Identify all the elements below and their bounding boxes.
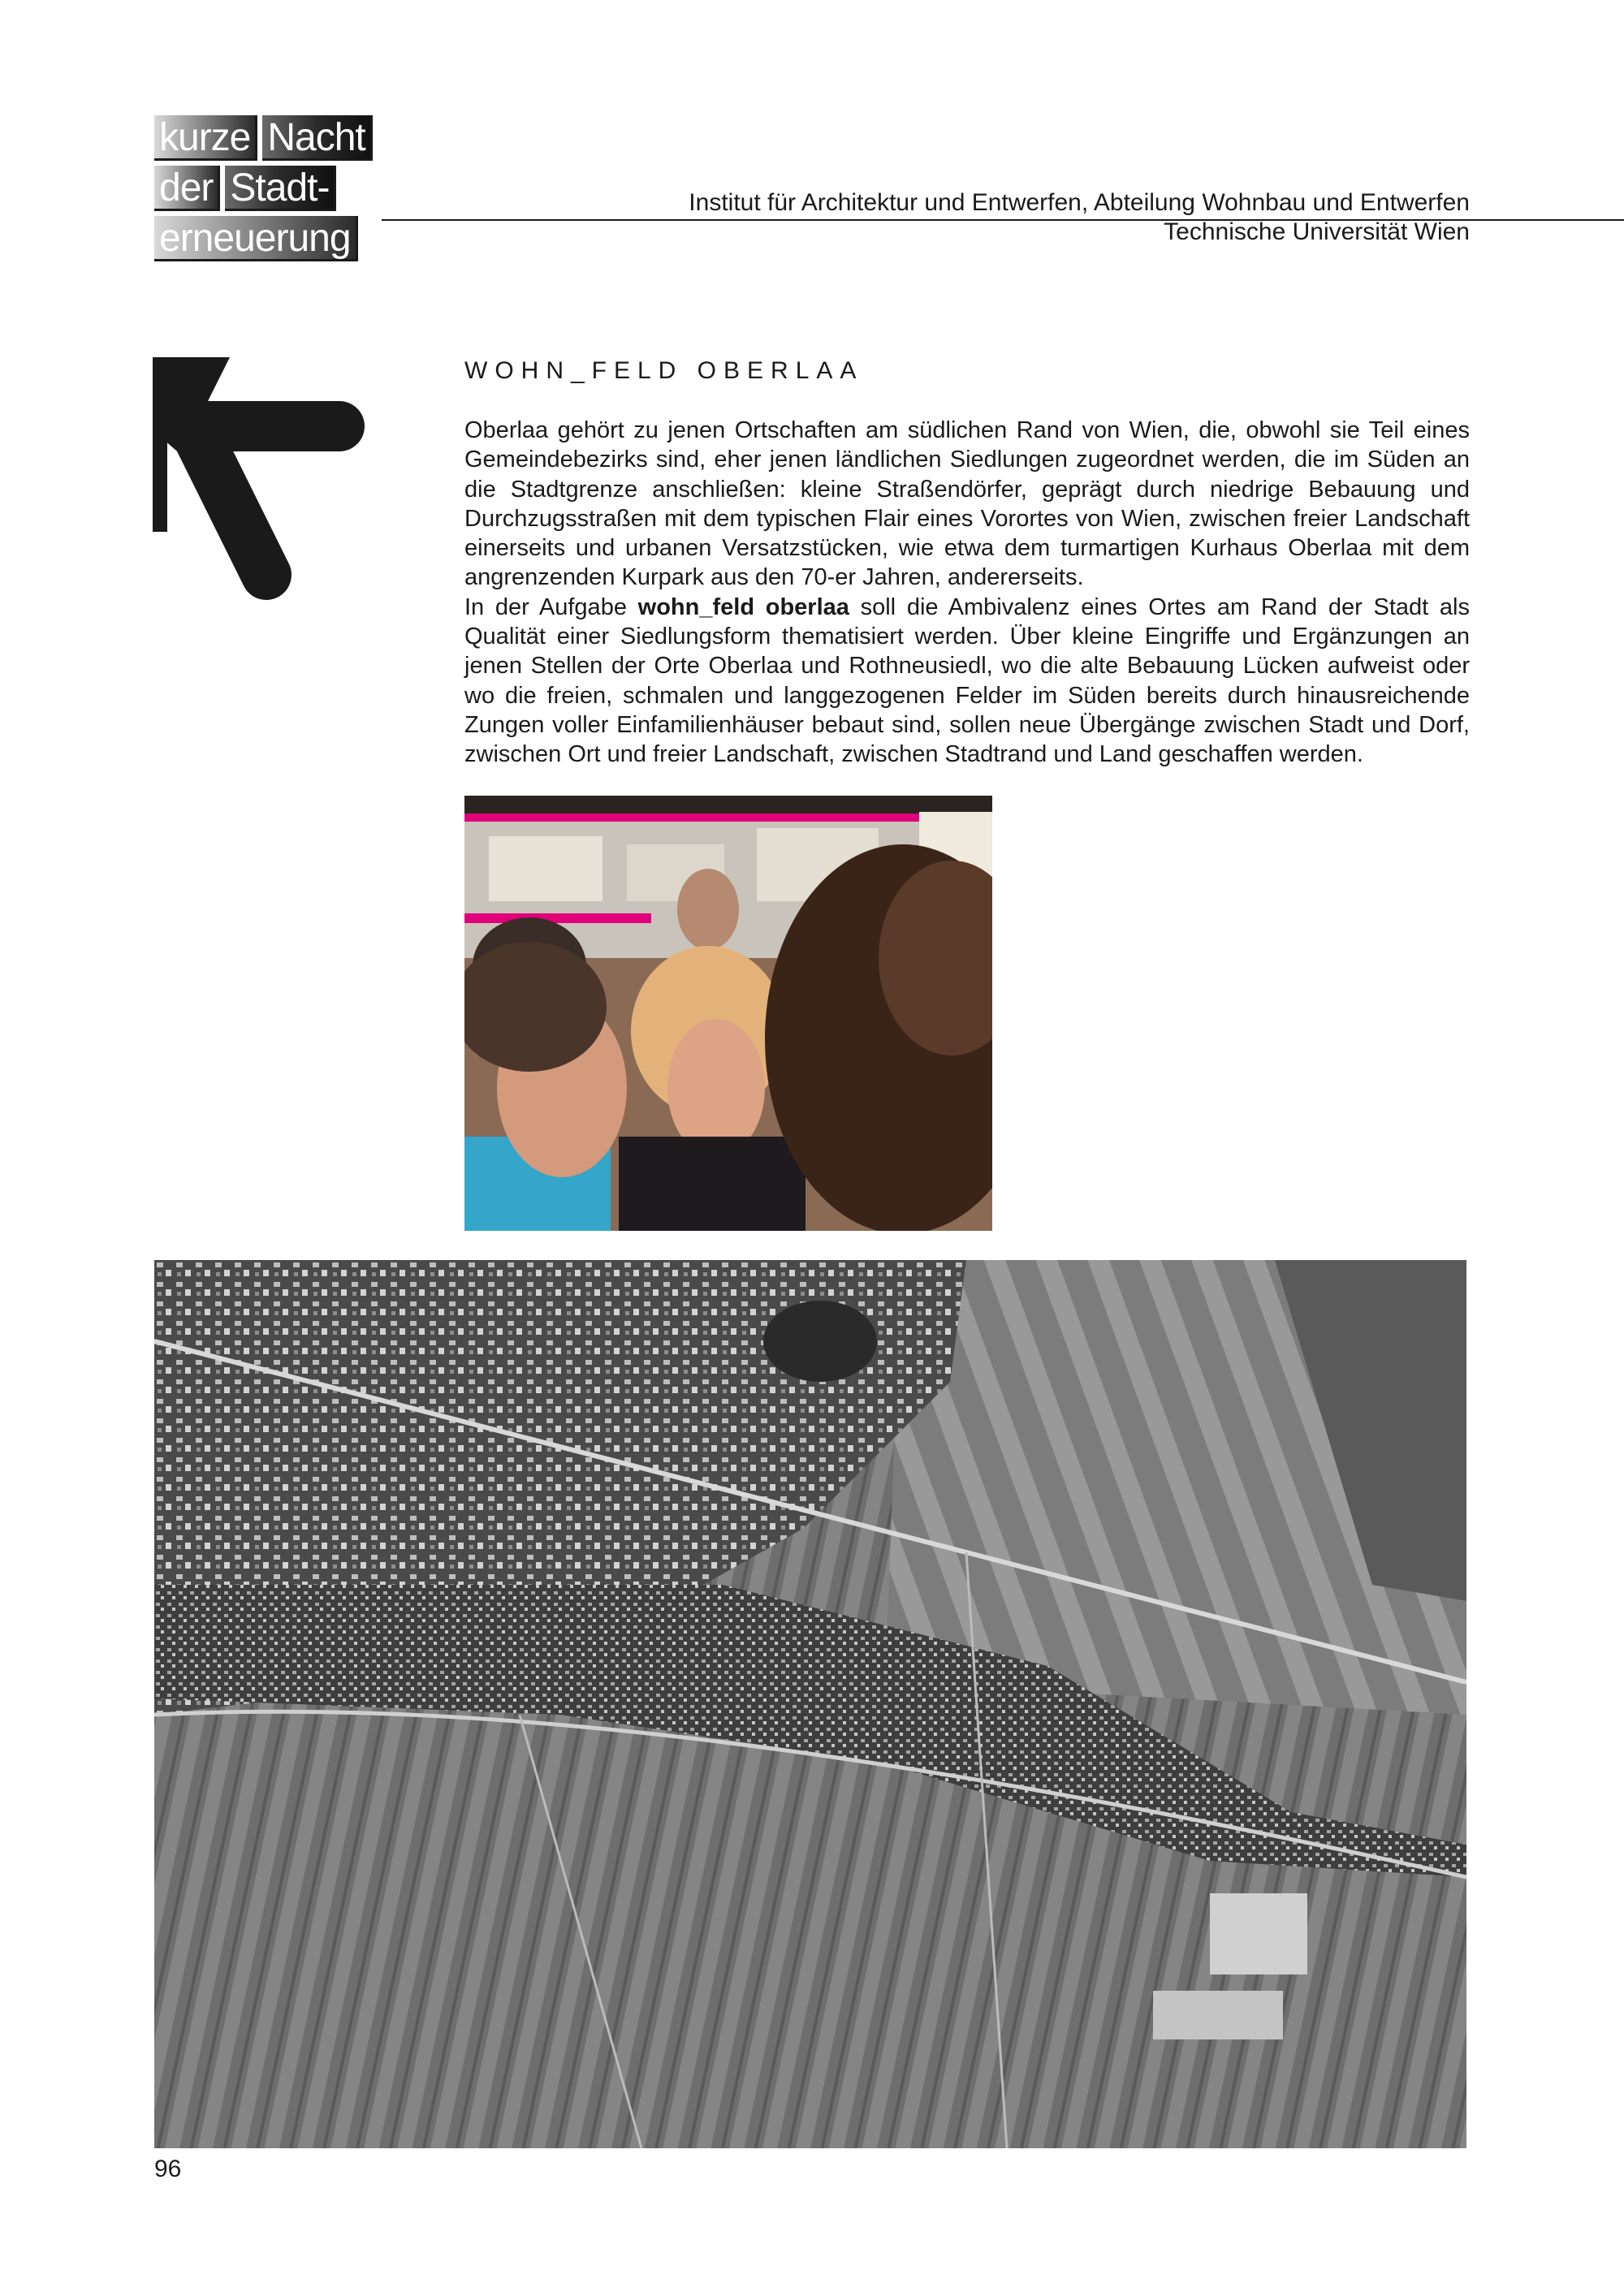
university-name: Technische Universität Wien	[1164, 218, 1470, 245]
series-logo	[154, 115, 373, 266]
logo-word-stadt: Stadt-	[225, 166, 336, 211]
arrow-graphic-icon	[153, 357, 368, 609]
paragraph-intro: Oberlaa gehört zu jenen Ortschaften am südlichen Rand von Wien, die, obwohl sie Teil eines Gemeindebezirks sind, eher jenen ländlichen Siedlungen zugeordnet werden, die im Süden an die Stadtgrenze anschließen: kleine Straßendörfer, geprägt durch niedrige Bebauung und Durchzugsstraßen mit dem typischen Flair eines Vorortes von Wien, zwischen freier Landschaft einerseits und urbanen Versatzstücken, wie etwa dem turmartigen Kurhaus Oberlaa mit dem angrenzenden Kurpark aus den 70-er Jahren, andererseits.	[464, 417, 1470, 591]
institute-name: Institut für Architektur und Entwerfen, Abteilung Wohnbau und Entwerfen	[689, 189, 1470, 216]
exhibition-photo	[464, 796, 992, 1231]
section-title: WOHN_FELD OBERLAA	[464, 357, 864, 384]
aerial-photograph-image	[154, 1260, 1466, 2148]
exhibition-photo-image	[464, 796, 992, 1231]
logo-word-kurze: kurze	[154, 115, 257, 161]
task-name: wohn_feld oberlaa	[637, 593, 849, 620]
logo-word-erneuerung: erneuerung	[154, 216, 358, 261]
logo-word-der: der	[154, 166, 220, 211]
body-text	[464, 416, 1470, 770]
logo-word-nacht: Nacht	[262, 115, 372, 161]
page-number: 96	[154, 2156, 182, 2182]
aerial-photograph	[154, 1260, 1466, 2148]
institute-header	[689, 188, 1470, 247]
paragraph-task: In der Aufgabe wohn_feld oberlaa soll die Ambivalenz eines Ortes am Rand der Stadt als Qualität einer Siedlungsform thematisiert werden. Über kleine Eingriffe und Ergänzungen an jenen Stellen der Orte Oberlaa und Rothneusiedl, wo die alte Bebauung Lücken aufweist oder wo die freien, schmalen und langgezogenen Felder im Süden bereits durch hinausreichende Zungen voller Einfamilienhäuser bebaut sind, sollen neue Übergänge zwischen Stadt und Dorf, zwischen Ort und freier Landschaft, zwischen Stadtrand und Land geschaffen werden.	[464, 593, 1470, 768]
